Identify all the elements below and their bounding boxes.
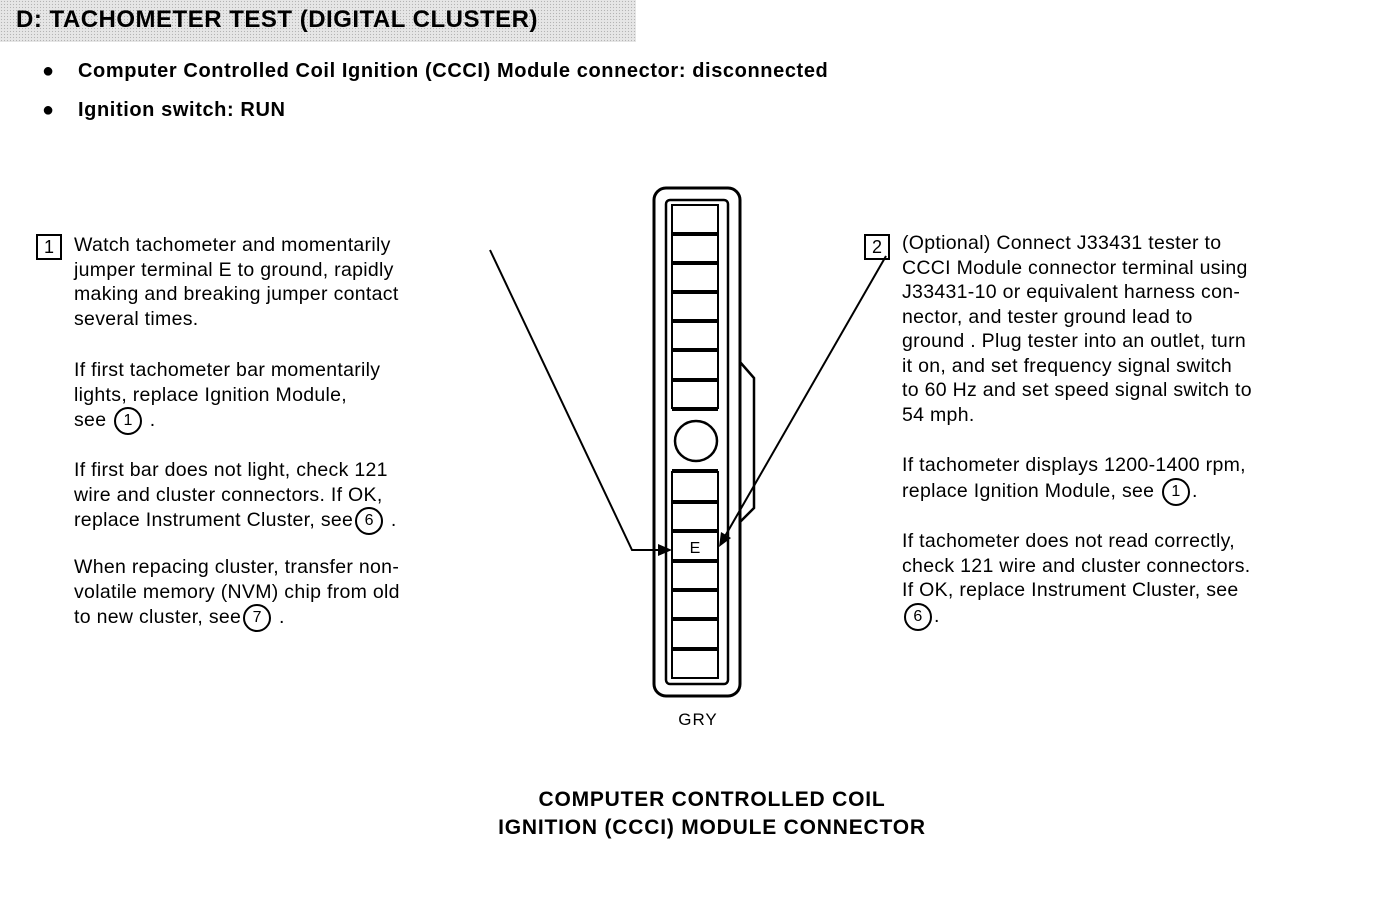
terminal-slot bbox=[672, 235, 718, 262]
figure-caption: COMPUTER CONTROLLED COIL IGNITION (CCCI) MODULE CONNECTOR bbox=[498, 788, 926, 839]
step-2-result-b: If tachometer does not read correctly, check 121 wire and cluster connectors. If OK, replace Instrument Cluster, see 6 . bbox=[902, 529, 1251, 631]
step-1-number: 1 bbox=[36, 234, 62, 260]
terminal-slot bbox=[672, 503, 718, 530]
step-1-result-b: If first bar does not light, check 121 wire and cluster connectors. If OK, replace Instrument Cluster, see 6 . bbox=[74, 458, 397, 535]
condition-text: Ignition switch: RUN bbox=[78, 99, 286, 121]
step-1-result-a: If first tachometer bar momentarily lights, replace Ignition Module, see 1 . bbox=[74, 358, 380, 435]
step-2-instructions: (Optional) Connect J33431 tester to CCCI Module connector terminal using J33431-10 or equivalent harness con- nector, and tester ground lead to ground . Plug tester into an outlet, turn it on, and set frequency signal switch to 60 Hz and set speed signal switch to 54 mph. bbox=[902, 232, 1252, 426]
step-2-result-a: If tachometer displays 1200-1400 rpm, replace Ignition Module, see 1 . bbox=[902, 453, 1246, 506]
condition-text: Computer Controlled Coil Ignition (CCCI) Module connector: disconnected bbox=[78, 60, 829, 82]
terminal-slot bbox=[672, 650, 718, 678]
terminal-slot bbox=[672, 472, 718, 501]
terminal-slot bbox=[672, 562, 718, 589]
connector-color-label: GRY bbox=[678, 710, 718, 729]
reference-circle: 6 bbox=[355, 507, 383, 535]
terminal-slot bbox=[672, 293, 718, 320]
connector-key-hole bbox=[675, 421, 717, 461]
terminal-slots bbox=[672, 205, 718, 678]
bullet-icon: ● bbox=[42, 99, 55, 121]
reference-circle: 7 bbox=[243, 604, 271, 632]
reference-circle: 1 bbox=[1162, 478, 1190, 506]
step-1-note: When repacing cluster, transfer non- volatile memory (NVM) chip from old to new cluster, see 7 . bbox=[74, 555, 400, 632]
terminal-slot bbox=[672, 351, 718, 379]
terminal-slot bbox=[672, 264, 718, 291]
reference-circle: 1 bbox=[114, 407, 142, 435]
page-title: D: TACHOMETER TEST (DIGITAL CLUSTER) bbox=[16, 6, 538, 33]
terminal-slot bbox=[672, 322, 718, 349]
bullet-icon: ● bbox=[42, 60, 55, 82]
terminal-e-label: E bbox=[689, 540, 701, 557]
step-1-instructions: Watch tachometer and momentarily jumper terminal E to ground, rapidly making and breaking jumper contact several times. bbox=[74, 234, 399, 330]
terminal-slot bbox=[672, 620, 718, 648]
terminal-slot bbox=[672, 205, 718, 233]
step-2-number: 2 bbox=[864, 234, 890, 260]
terminal-slot bbox=[672, 381, 718, 408]
terminal-slot bbox=[672, 591, 718, 618]
step2-leader-line bbox=[724, 256, 886, 538]
reference-circle: 6 bbox=[904, 603, 932, 631]
step1-leader-line bbox=[490, 250, 668, 550]
